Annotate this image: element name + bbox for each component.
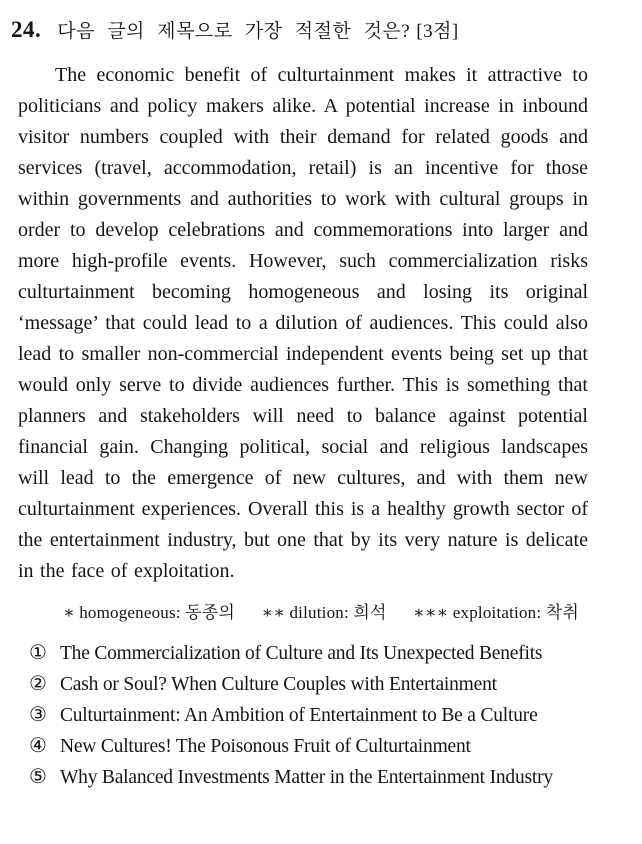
answer-choice-4 xyxy=(29,731,632,762)
answer-choices xyxy=(0,638,642,793)
choice-2-label: Cash or Soul? When Culture Couples with Entertainment xyxy=(59,674,497,695)
choice-2-circled-number: ② xyxy=(29,673,47,695)
choice-4-circled-number: ④ xyxy=(29,735,47,757)
question-number: 24. xyxy=(11,17,42,42)
vocab-dilution: ∗∗ dilution: 희석 xyxy=(261,603,387,622)
vocab-exploitation: ∗∗∗ exploitation: 착취 xyxy=(413,603,579,622)
vocab-homogeneous: ∗ homogeneous: 동종의 xyxy=(62,603,236,622)
passage-text: The economic benefit of culturtainment makes it attractive to politicians and policy makers alike. A potential increase in inbound visitor numbers coupled with their demand for related goods and services (travel, accommodation, retail) is an incentive for those within governments and authorities to work with cultural groups in order to develop celebrations and commemorations into larger and more high-profile events. However, such commercialization risks culturtainment becoming homogeneous and losing its original ‘message’ that could lead to a dilution of audiences. This could also lead to smaller non-commercial independent events being set up that would only serve to divide audiences further. This is something that planners and stakeholders will need to balance against potential financial gain. Changing political, social and religious landscapes will lead to the emergence of new cultures, and with them new culturtainment experiences. Overall this is a healthy growth sector of the entertainment industry, but one that by its very nature is delicate in the face of exploitation. xyxy=(18,64,588,582)
answer-choice-5 xyxy=(29,762,632,793)
answer-choice-1 xyxy=(29,638,632,669)
choice-3-label: Culturtainment: An Ambition of Entertainment to Be a Culture xyxy=(59,705,538,726)
vocabulary-note xyxy=(0,598,642,623)
question-text: 다음 글의 제목으로 가장 적절한 것은? xyxy=(57,21,411,42)
answer-choice-3 xyxy=(29,700,632,731)
choice-3-circled-number: ③ xyxy=(29,704,47,726)
choice-5-label: Why Balanced Investments Matter in the Entertainment Industry xyxy=(59,767,553,788)
question-header xyxy=(0,0,642,43)
choice-1-label: The Commercialization of Culture and Its Unexpected Benefits xyxy=(59,643,543,664)
choice-4-label: New Cultures! The Poisonous Fruit of Culturtainment xyxy=(59,736,471,757)
choice-5-circled-number: ⑤ xyxy=(29,766,47,788)
answer-choice-2 xyxy=(29,669,632,700)
choice-1-circled-number: ① xyxy=(29,642,47,664)
question-points: [3점] xyxy=(416,21,459,42)
